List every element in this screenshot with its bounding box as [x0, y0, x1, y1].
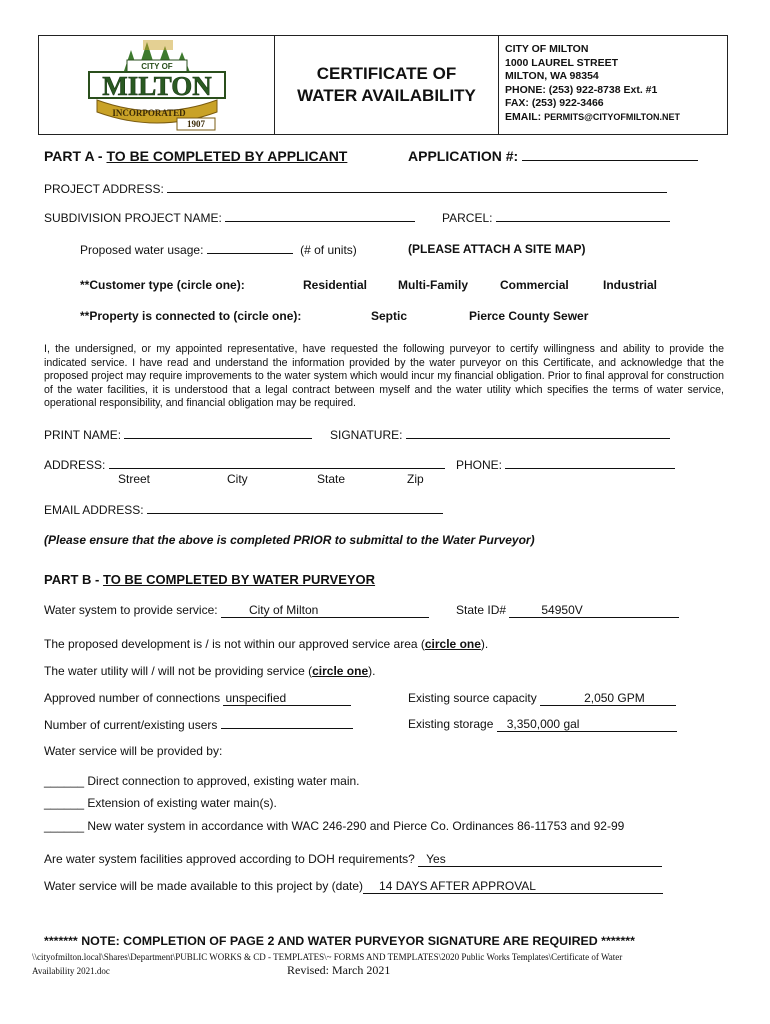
contact-email — [505, 111, 728, 125]
customer-type-commercial[interactable]: Commercial — [500, 278, 569, 292]
connections-label: Approved number of connections — [44, 691, 224, 705]
contact-line: MILTON, WA 98354 — [505, 70, 599, 83]
part-a-heading — [44, 148, 347, 164]
available-label: Water service will be made available to this project by (date) — [44, 879, 364, 893]
service-area-end: ). — [480, 637, 489, 651]
provided-by-label: Water service will be provided by: — [44, 744, 223, 758]
customer-type-industrial[interactable]: Industrial — [603, 278, 658, 292]
file-path-line-1: \\cityofmilton.local\Shares\Department\PUBLIC WORKS & CD - TEMPLATES\~ FORMS AND TEMPLATES\2020 Public Works Templates\Certificate of Water — [32, 952, 623, 962]
state-id-field[interactable]: 54950V — [509, 603, 679, 618]
service-area-row — [44, 637, 488, 651]
connected-label: **Property is connected to (circle one): — [80, 309, 302, 323]
part-a-title: TO BE COMPLETED BY APPLICANT — [106, 148, 348, 164]
subdivision-label: SUBDIVISION PROJECT NAME: — [44, 211, 226, 225]
email-label: EMAIL: — [505, 110, 545, 123]
part-b-prefix: PART B - — [44, 572, 103, 587]
completion-note: ******* NOTE: COMPLETION OF PAGE 2 AND WATER PURVEYOR SIGNATURE ARE REQUIRED ******* — [44, 934, 635, 948]
water-system-field[interactable]: City of Milton — [221, 603, 429, 618]
print-name-row — [44, 427, 312, 442]
signature-label: SIGNATURE: — [330, 428, 406, 442]
address-label: ADDRESS: — [44, 458, 109, 472]
part-a-prefix: PART A - — [44, 148, 107, 164]
water-system-row — [44, 603, 429, 618]
parcel-label: PARCEL: — [442, 211, 496, 225]
source-capacity-field[interactable]: 2,050 GPM — [540, 691, 676, 706]
available-field[interactable]: 14 DAYS AFTER APPROVAL — [363, 879, 663, 894]
prior-submittal-note: (Please ensure that the above is completed PRIOR to submittal to the Water Purveyor) — [44, 533, 535, 547]
utility-service-row — [44, 664, 375, 678]
print-name-field[interactable] — [124, 427, 312, 439]
source-capacity-label: Existing source capacity — [408, 691, 541, 705]
header-box — [38, 35, 728, 135]
doh-row — [44, 852, 662, 867]
signature-row — [330, 427, 670, 442]
water-system-label: Water system to provide service: — [44, 603, 221, 617]
water-usage-label: Proposed water usage: — [80, 243, 207, 257]
email-address-field[interactable] — [147, 502, 443, 514]
doh-label: Are water system facilities approved according to DOH requirements? — [44, 852, 419, 866]
units-label: (# of units) — [300, 243, 357, 257]
connections-field[interactable]: unspecified — [223, 691, 351, 706]
contact-cell — [499, 36, 728, 134]
email-value: PERMITS@CITYOFMILTON.NET — [544, 111, 681, 122]
contact-line: CITY OF MILTON — [505, 43, 589, 55]
contact-line: 1000 LAUREL STREET — [505, 56, 619, 69]
utility-circle-one: circle one — [312, 664, 369, 678]
connections-row — [44, 691, 351, 706]
storage-field[interactable]: 3,350,000 gal — [497, 717, 677, 732]
title-cell — [275, 36, 499, 134]
subdivision-row — [44, 210, 415, 225]
application-number-field[interactable] — [522, 149, 698, 161]
email-address-label: EMAIL ADDRESS: — [44, 503, 147, 517]
address-row — [44, 457, 445, 472]
parcel-field[interactable] — [496, 210, 670, 222]
current-users-field[interactable] — [221, 717, 353, 729]
part-b-heading — [44, 572, 375, 587]
connected-septic[interactable]: Septic — [371, 309, 408, 323]
revised-date: Revised: March 2021 — [287, 963, 391, 977]
svg-text:1907: 1907 — [187, 119, 205, 129]
address-field[interactable] — [109, 457, 445, 469]
logo-cell — [39, 36, 275, 134]
certification-paragraph: I, the undersigned, or my appointed representative, have requested the following purveyor to certify willingness and ability to provide the indicated service. I have read and understand the information provided by the water purveyor on this Certificate, and acknowledge that the proposed project may require improvements to the water system which would incur my financial obligation. Prior to final approval for construction of the water facilities, it is understood that a legal contract between myself and the water utility which specifies the terms of water service, operational responsibility, and financial obligation may be required. — [44, 343, 724, 410]
contact-line: FAX: (253) 922-3466 — [505, 97, 604, 110]
project-address-row — [44, 181, 667, 196]
phone-label: PHONE: — [456, 458, 506, 472]
address-part-state: State — [317, 472, 346, 486]
file-path-line-2: Availability 2021.doc — [32, 966, 110, 976]
utility-end: ). — [368, 664, 376, 678]
parcel-row — [442, 210, 670, 225]
connected-pierce-county-sewer[interactable]: Pierce County Sewer — [469, 309, 589, 323]
email-address-row — [44, 502, 443, 517]
customer-type-label: **Customer type (circle one): — [80, 278, 245, 292]
city-of-milton-logo — [39, 36, 275, 136]
site-map-note: (PLEASE ATTACH A SITE MAP) — [408, 242, 586, 256]
utility-text: The water utility will / will not be providing service ( — [44, 664, 313, 678]
water-usage-row — [80, 242, 357, 257]
svg-text:CITY OF: CITY OF — [141, 62, 173, 71]
title-line-2: WATER AVAILABILITY — [297, 86, 476, 105]
storage-row — [408, 717, 677, 732]
option-extension[interactable]: ______ Extension of existing water main(s). — [44, 796, 277, 810]
service-area-circle-one: circle one — [424, 637, 481, 651]
application-number — [408, 148, 698, 164]
part-b-title: TO BE COMPLETED BY WATER PURVEYOR — [102, 572, 376, 587]
contact-line: PHONE: (253) 922-8738 Ext. #1 — [505, 83, 658, 96]
phone-field[interactable] — [505, 457, 675, 469]
option-new-system[interactable]: ______ New water system in accordance with WAC 246-290 and Pierce Co. Ordinances 86-11753 and 92-99 — [44, 819, 625, 833]
doh-field[interactable]: Yes — [418, 852, 662, 867]
address-part-city: City — [227, 472, 248, 486]
customer-type-multi-family[interactable]: Multi-Family — [398, 278, 469, 292]
title-line-1: CERTIFICATE OF — [316, 64, 457, 83]
svg-text:MILTON: MILTON — [102, 71, 212, 101]
source-capacity-row — [408, 691, 676, 706]
water-usage-field[interactable] — [207, 242, 293, 254]
state-id-label: State ID# — [456, 603, 510, 617]
project-address-label: PROJECT ADDRESS: — [44, 182, 168, 196]
address-part-street: Street — [118, 472, 151, 486]
current-users-row — [44, 717, 353, 732]
available-row — [44, 879, 663, 894]
service-area-text: The proposed development is / is not within our approved service area ( — [44, 637, 425, 651]
application-label: APPLICATION #: — [408, 148, 523, 164]
signature-field[interactable] — [406, 427, 670, 439]
phone-row — [456, 457, 675, 472]
subdivision-field[interactable] — [225, 210, 415, 222]
print-name-label: PRINT NAME: — [44, 428, 125, 442]
state-id-row — [456, 603, 679, 618]
project-address-field[interactable] — [167, 181, 667, 193]
storage-label: Existing storage — [408, 717, 497, 731]
customer-type-residential[interactable]: Residential — [303, 278, 368, 292]
address-part-zip: Zip — [407, 472, 424, 486]
option-direct-connection[interactable]: ______ Direct connection to approved, existing water main. — [44, 774, 360, 788]
current-users-label: Number of current/existing users — [44, 718, 221, 732]
svg-text:INCORPORATED: INCORPORATED — [112, 108, 186, 118]
